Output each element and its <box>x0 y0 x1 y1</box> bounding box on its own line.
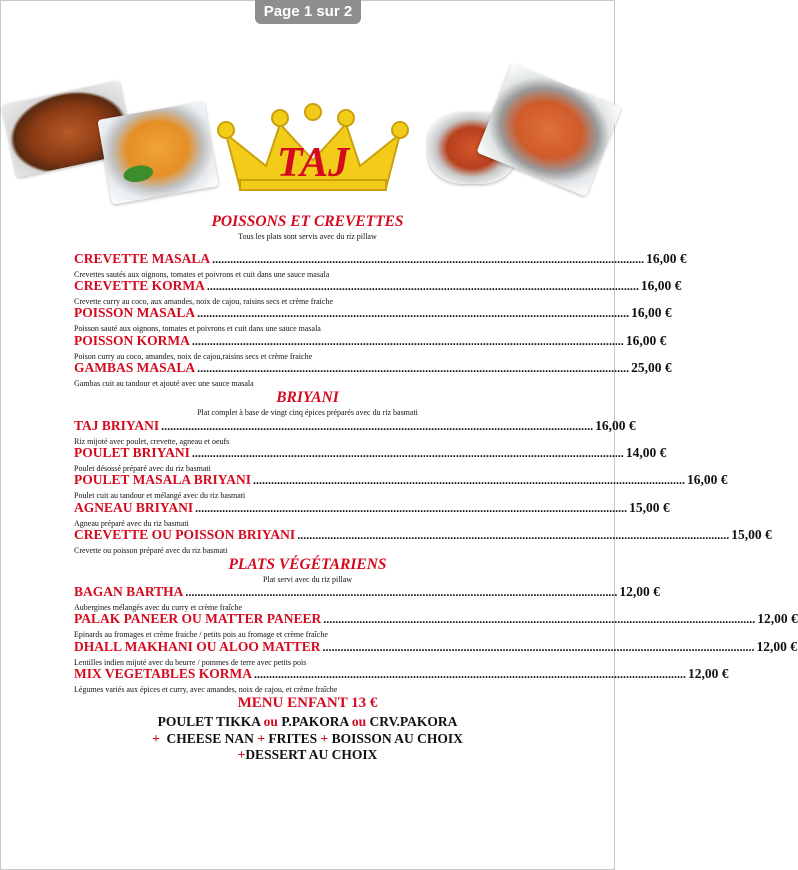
item-name: BAGAN BARTHA <box>74 584 184 599</box>
item-name: MIX VEGETABLES KORMA <box>74 666 253 681</box>
menu-item: PALAK PANEER OU MATTER PANEER ................................................................................................................................................ 12,00 € <box>74 611 798 626</box>
menu-item: BAGAN BARTHA ................................................................................................................................................ 12,00 € <box>74 584 660 599</box>
item-description: Crevette curry au coco, aux amandes, noix de cajou, raisins secs et crème fraiche <box>74 297 333 306</box>
item-name: AGNEAU BRIYANI <box>74 500 194 515</box>
item-name: CREVETTE KORMA <box>74 278 205 293</box>
menu-item: POULET BRIYANI ................................................................................................................................................ 14,00 € <box>74 445 667 460</box>
item-price: 12,00 € <box>756 639 798 654</box>
page-indicator: Page 1 sur 2 <box>255 0 361 24</box>
item-description: Légumes variés aux épices et curry, avec amandes, noix de cajou, et crème fraîche <box>74 685 338 694</box>
section-title-briyani: BRIYANI <box>276 389 339 406</box>
item-description: Agneau préparé avec du riz basmati <box>74 519 189 528</box>
kids-menu-title: MENU ENFANT 13 € <box>237 695 378 711</box>
item-price: 15,00 € <box>629 500 670 515</box>
item-description: Crevette ou poisson préparé avec du riz basmati <box>74 546 228 555</box>
section-note-vegetariens: Plat servi avec du riz pillaw <box>262 575 353 584</box>
item-price: 14,00 € <box>625 445 667 460</box>
item-name: POISSON KORMA <box>74 333 190 348</box>
item-price: 16,00 € <box>625 333 667 348</box>
menu-item: TAJ BRIYANI ................................................................................................................................................ 16,00 € <box>74 418 636 433</box>
taj-crown-logo <box>214 104 412 196</box>
item-description: Poisson sauté aux oignons, tomates et poivrons et cuit dans une sauce masala <box>74 324 321 333</box>
item-price: 25,00 € <box>631 360 672 375</box>
item-price: 12,00 € <box>619 584 660 599</box>
menu-item: CREVETTE OU POISSON BRIYANI ................................................................................................................................................ 15,00 € <box>74 527 772 542</box>
item-name: DHALL MAKHANI OU ALOO MATTER <box>74 639 321 654</box>
item-description: Crevettes sautés aux oignons, tomates et poivrons et cuit dans une sauce masala <box>74 270 330 279</box>
item-price: 12,00 € <box>688 666 729 681</box>
kids-menu-line-2: + CHEESE NAN + FRITES + BOISSON AU CHOIX <box>152 731 463 746</box>
kids-menu-line-3: +DESSERT AU CHOIX <box>237 747 378 762</box>
kids-menu-line-1: POULET TIKKA ou P.PAKORA ou CRV.PAKORA <box>157 714 458 729</box>
item-price: 16,00 € <box>646 251 687 266</box>
item-price: 16,00 € <box>595 418 636 433</box>
section-title-vegetariens: PLATS VÉGÉTARIENS <box>228 556 387 573</box>
item-description: Riz mijoté avec poulet, crevette, agneau et oeufs <box>74 437 230 446</box>
item-name: POISSON MASALA <box>74 305 196 320</box>
item-name: CREVETTE OU POISSON BRIYANI <box>74 527 296 542</box>
section-note-poissons: Tous les plats sont servis avec du riz pillaw <box>238 232 377 241</box>
menu-item: MIX VEGETABLES KORMA ................................................................................................................................................ 12,00 € <box>74 666 729 681</box>
section-note-briyani: Plat complet à base de vingt cinq épices préparés avec du riz basmati <box>197 408 418 417</box>
item-description: Poison curry au coco, amandes, noix de cajou,raisins secs et crème fraiche <box>74 352 313 361</box>
menu-item: POISSON KORMA ................................................................................................................................................ 16,00 € <box>74 333 667 348</box>
item-price: 16,00 € <box>640 278 682 293</box>
item-description: Poulet cuit au tandour et mélangé avec du riz basmati <box>74 491 246 500</box>
item-description: Epinards au fromages et crème fraiche / petits pois au fromage et crème fraîche <box>74 630 328 639</box>
menu-item: POULET MASALA BRIYANI ................................................................................................................................................ 16,00 € <box>74 472 728 487</box>
item-name: GAMBAS MASALA <box>74 360 196 375</box>
logo-text: TAJ <box>276 140 350 186</box>
item-description: Poulet désossé préparé avec du riz basmati <box>74 464 211 473</box>
section-title-poissons: POISSONS ET CREVETTES <box>211 213 404 230</box>
item-price: 12,00 € <box>757 611 798 626</box>
item-price: 16,00 € <box>631 305 672 320</box>
item-name: POULET BRIYANI <box>74 445 190 460</box>
item-description: Gambas cuit au tandour et ajouté avec une sauce masala <box>74 379 254 388</box>
menu-item: CREVETTE KORMA ................................................................................................................................................ 16,00 € <box>74 278 682 293</box>
item-price: 15,00 € <box>731 527 772 542</box>
item-name: PALAK PANEER OU MATTER PANEER <box>74 611 322 626</box>
menu-item: CREVETTE MASALA ................................................................................................................................................ 16,00 € <box>74 251 687 266</box>
item-name: TAJ BRIYANI <box>74 418 160 433</box>
item-name: CREVETTE MASALA <box>74 251 211 266</box>
item-name: POULET MASALA BRIYANI <box>74 472 252 487</box>
item-description: Aubergines mélangés avec du curry et crème fraîche <box>74 603 242 612</box>
menu-item: AGNEAU BRIYANI ................................................................................................................................................ 15,00 € <box>74 500 670 515</box>
item-price: 16,00 € <box>687 472 728 487</box>
item-description: Lentilles indien mijoté avec du beurre / pommes de terre avec petits pois <box>74 658 307 667</box>
menu-item: POISSON MASALA ................................................................................................................................................ 16,00 € <box>74 305 672 320</box>
menu-item: GAMBAS MASALA ................................................................................................................................................ 25,00 € <box>74 360 672 375</box>
menu-item: DHALL MAKHANI OU ALOO MATTER ................................................................................................................................................ 12,00 € <box>74 639 798 654</box>
